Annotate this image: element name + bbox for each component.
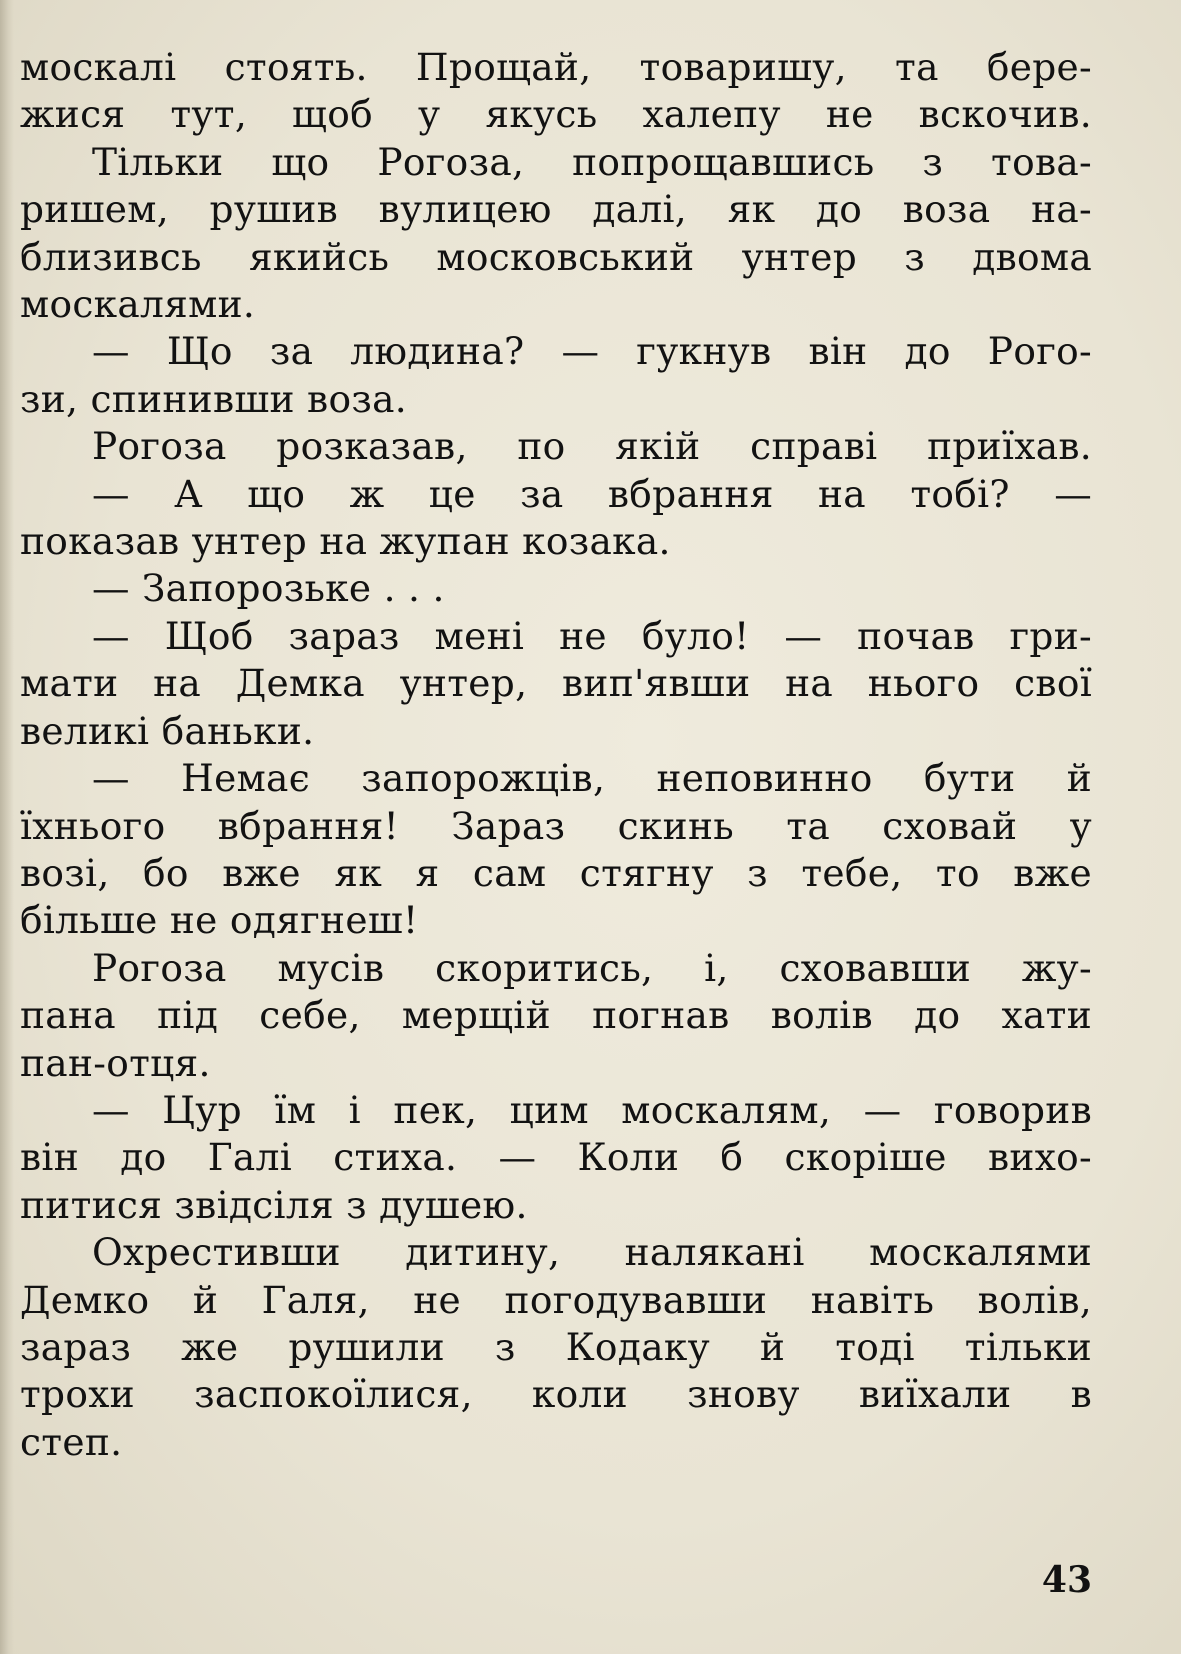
text-line: Тільки що Рогоза, попрощавшись з това- [92, 139, 1092, 184]
text-line: жися тут, щоб у якусь халепу не вскочив. [20, 92, 1092, 137]
text-line: Рогоза мусів скоритись, і, сховавши жу- [92, 945, 1092, 990]
text-line: зараз же рушили з Кодаку й тоді тільки [20, 1324, 1092, 1369]
text-line: пана під себе, мерщій погнав волів до хати [20, 993, 1092, 1038]
text-line: пан-отця. [20, 1040, 211, 1085]
text-line: більше не одягнеш! [20, 898, 419, 943]
text-line: Рогоза розказав, по якій справі приїхав. [92, 424, 1092, 469]
text-line: — Щоб зараз мені не було! — почав гри- [92, 613, 1092, 658]
text-line: великі баньки. [20, 708, 315, 753]
text-line: москалі стоять. Прощай, товаришу, та бере- [20, 45, 1092, 89]
text-line: показав унтер на жупан козака. [20, 519, 671, 564]
text-line: він до Галі стиха. — Коли б скоріше вихо- [20, 1135, 1092, 1180]
text-line: возі, бо вже як я сам стягну з тебе, то вже [20, 850, 1092, 895]
text-line: — Що за людина? — гукнув він до Рого- [92, 329, 1092, 374]
text-line: мати на Демка унтер, вип'явши на нього свої [20, 661, 1092, 706]
page-number: 43 [1041, 1559, 1092, 1601]
text-line: — Запорозьке . . . [92, 566, 445, 611]
text-line: трохи заспокоїлися, коли знову виїхали в [20, 1372, 1092, 1417]
text-line: Охрестивши дитину, налякані москалями [92, 1230, 1092, 1275]
text-line: питися звідсіля з душею. [20, 1182, 528, 1227]
text-line: — Немає запорожців, неповинно бути й [92, 756, 1092, 801]
body-text [20, 44, 1092, 1466]
page-edge-shadow [0, 0, 14, 1654]
text-line: зи, спинивши воза. [20, 376, 407, 421]
text-line: — А що ж це за вбрання на тобі? — [92, 471, 1092, 516]
text-line: степ. [20, 1419, 123, 1464]
text-line: їхнього вбрання! Зараз скинь та сховай у [20, 803, 1092, 848]
text-line: москалями. [20, 282, 256, 327]
text-line: — Цур їм і пек, цим москалям, — говорив [92, 1087, 1092, 1132]
text-line: близивсь якийсь московський унтер з двома [20, 234, 1092, 279]
text-line: Демко й Галя, не погодувавши навіть волів, [20, 1277, 1092, 1322]
text-line: ришем, рушив вулицею далі, як до воза на- [20, 187, 1092, 232]
